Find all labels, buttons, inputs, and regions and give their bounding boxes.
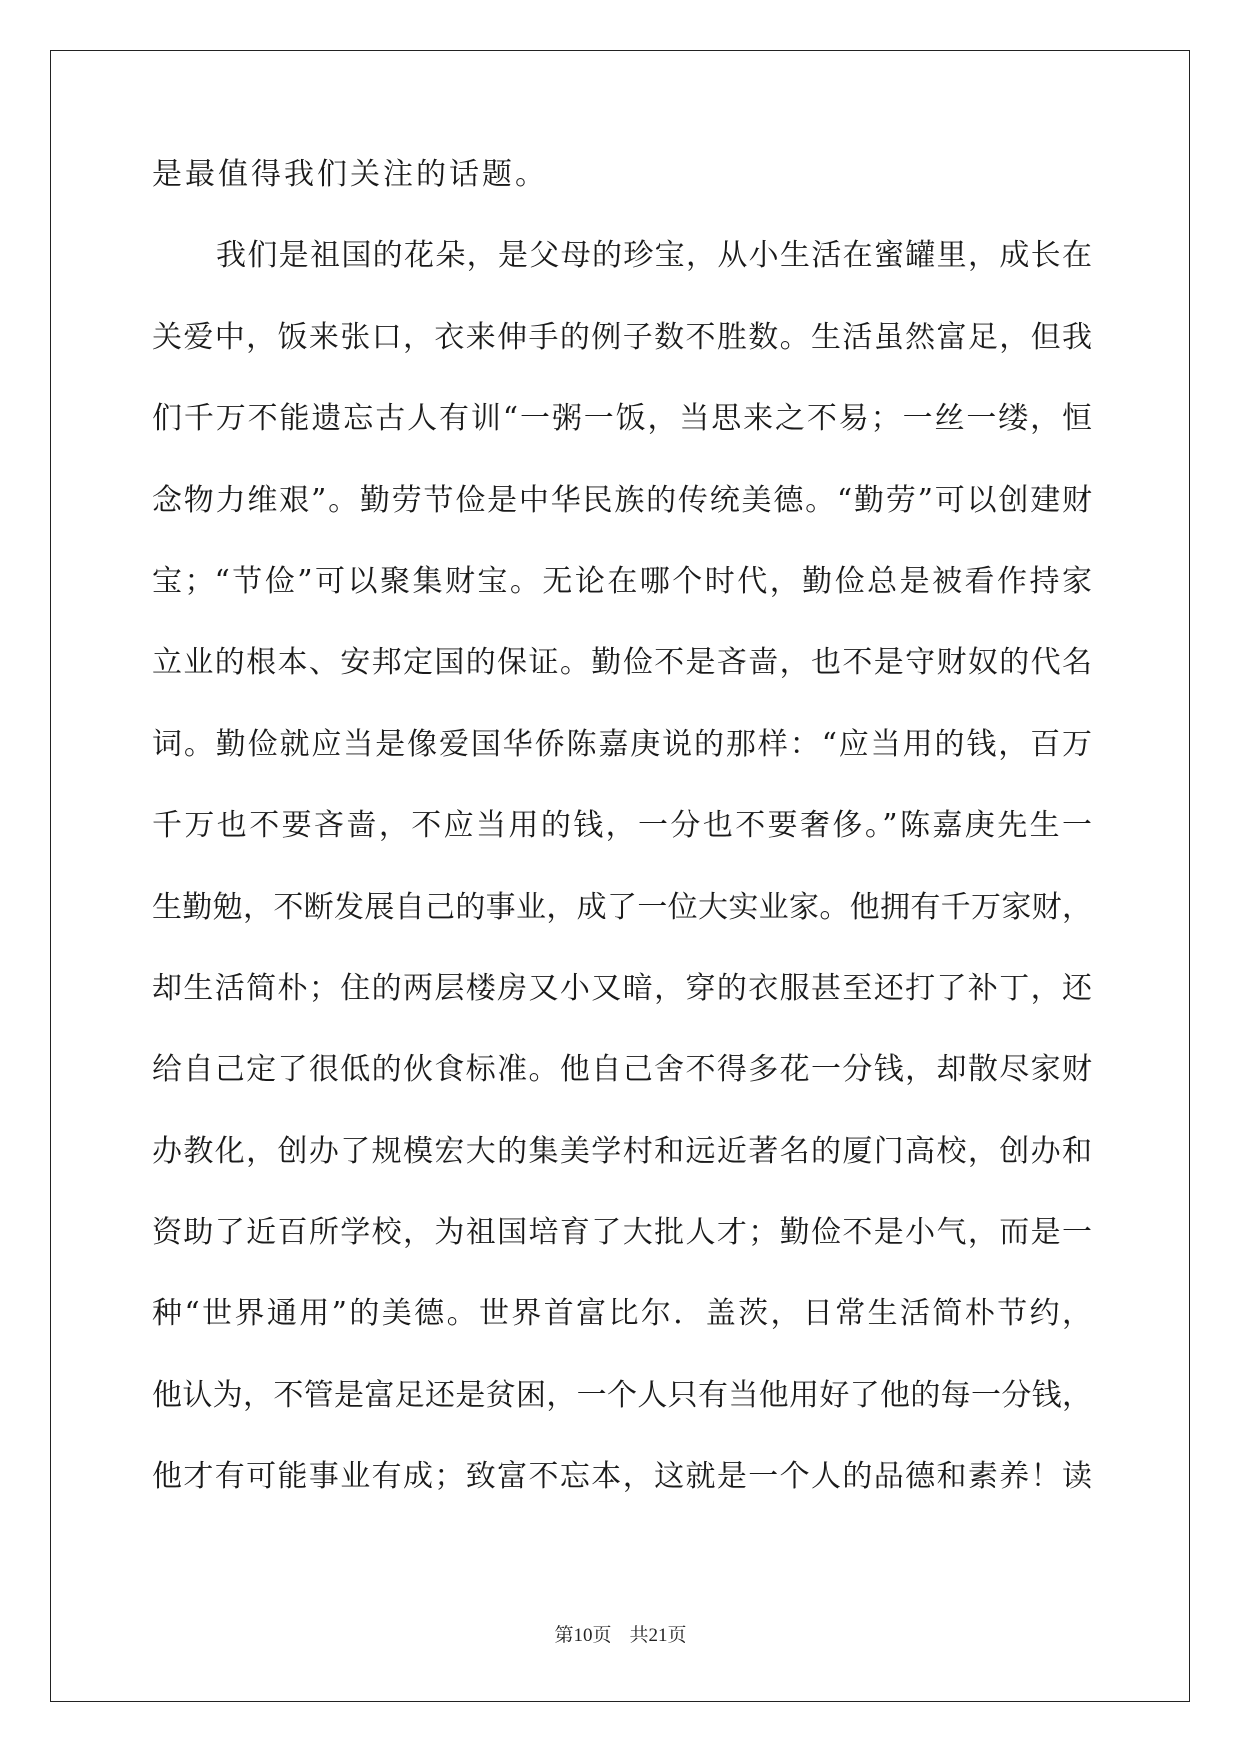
- text-line: 千万也不要吝啬，不应当用的钱，一分也不要奢侈。”陈嘉庚先生一: [152, 808, 1092, 844]
- text-line: 给自己定了很低的伙食标准。他自己舍不得多花一分钱，却散尽家财: [152, 1052, 1092, 1088]
- text-line: 生勤勉，不断发展自己的事业，成了一位大实业家。他拥有千万家财，: [152, 889, 1092, 925]
- text-line: 关爱中，饭来张口，衣来伸手的例子数不胜数。生活虽然富足，但我: [152, 319, 1092, 355]
- text-line: 他才有可能事业有成；致富不忘本，这就是一个人的品德和素养！读: [152, 1459, 1092, 1495]
- page-footer: [0, 1620, 1241, 1647]
- text-line: 们千万不能遗忘古人有训“一粥一饭，当思来之不易；一丝一缕，恒: [152, 401, 1092, 437]
- page-number: 第10页: [554, 1625, 612, 1646]
- text-line: 宝；“节俭”可以聚集财宝。无论在哪个时代，勤俭总是被看作持家: [152, 563, 1092, 599]
- text-line: 立业的根本、安邦定国的保证。勤俭不是吝啬，也不是守财奴的代名: [152, 645, 1092, 681]
- text-line: 是最值得我们关注的话题。: [152, 157, 548, 192]
- text-line: 念物力维艰”。勤劳节俭是中华民族的传统美德。“勤劳”可以创建财: [152, 482, 1092, 518]
- text-line: 种“世界通用”的美德。世界首富比尔．盖茨，日常生活简朴节约，: [152, 1296, 1092, 1332]
- page-total: 共21页: [629, 1625, 687, 1646]
- text-line: 我们是祖国的花朵，是父母的珍宝，从小生活在蜜罐里，成长在: [216, 238, 1092, 274]
- text-line: 词。勤俭就应当是像爱国华侨陈嘉庚说的那样：“应当用的钱，百万: [152, 726, 1092, 762]
- text-line: 他认为，不管是富足还是贫困，一个人只有当他用好了他的每一分钱，: [152, 1377, 1092, 1413]
- text-line: 资助了近百所学校，为祖国培育了大批人才；勤俭不是小气，而是一: [152, 1215, 1092, 1251]
- body-text: [152, 157, 1092, 1544]
- text-line: 办教化，创办了规模宏大的集美学村和远近著名的厦门高校，创办和: [152, 1133, 1092, 1169]
- text-line: 却生活简朴；住的两层楼房又小又暗，穿的衣服甚至还打了补丁，还: [152, 970, 1092, 1006]
